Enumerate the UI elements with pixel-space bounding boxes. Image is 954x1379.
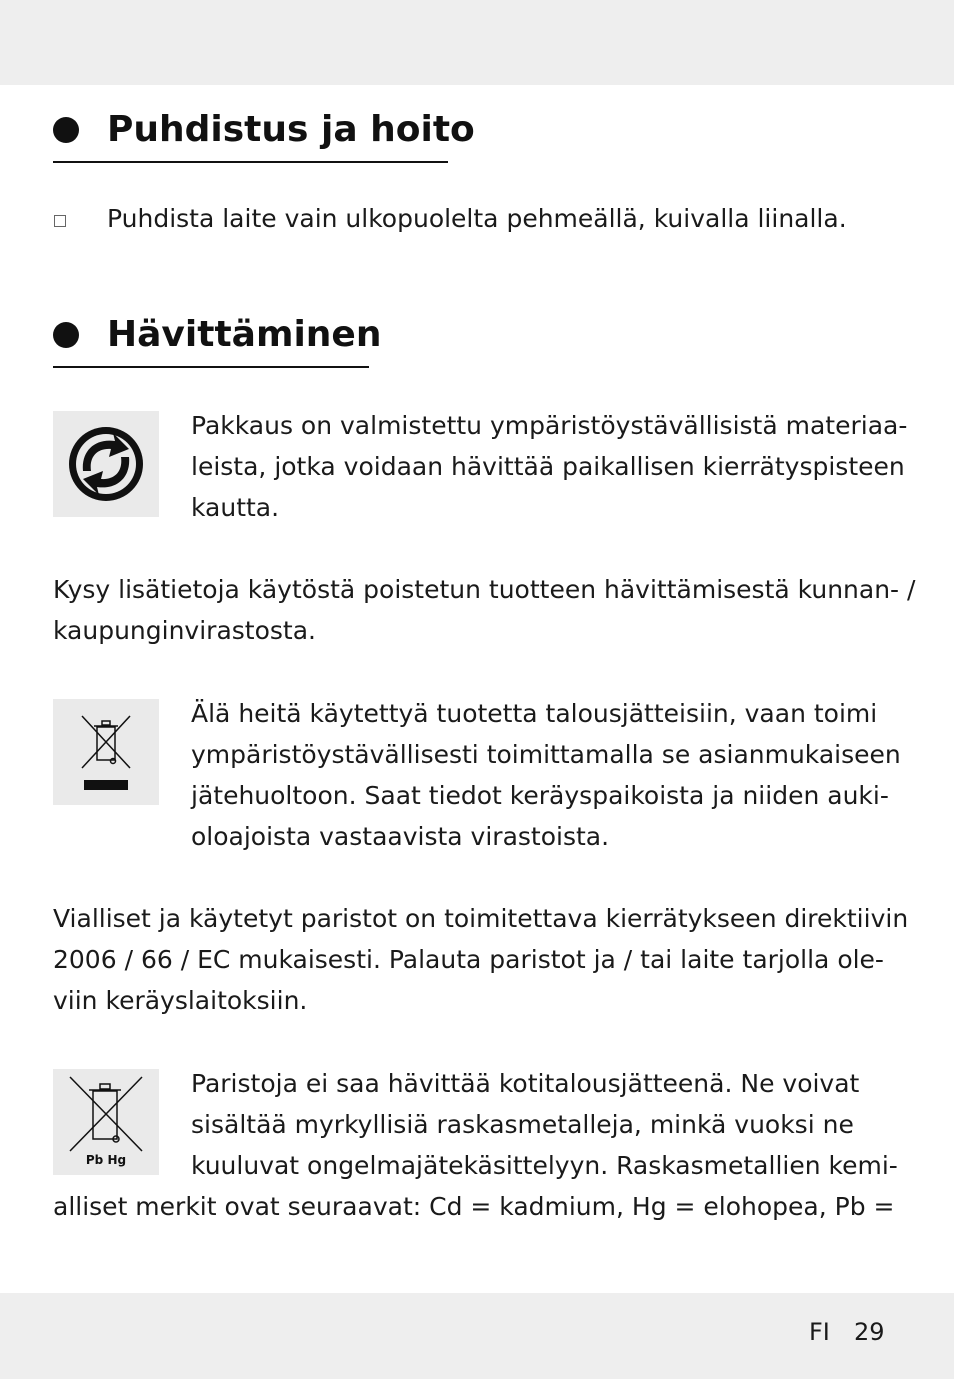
heading-bullet-icon bbox=[53, 322, 79, 348]
crossed-out-bin-icon bbox=[53, 699, 159, 805]
heading-title: Puhdistus ja hoito bbox=[107, 109, 475, 150]
footer-language: FI bbox=[809, 1318, 830, 1346]
toxic-paragraph-lines: Paristoja ei saa hävittää kotitalousjätteenä. Ne voivat sisältää myrkyllisiä raskasmetalleja, minkä vuoksi ne kuuluvat ongelmajätekäsittelyyn. Raskasmetallien kemi- bbox=[191, 1069, 898, 1180]
section-heading-cleaning bbox=[53, 107, 475, 163]
weee-paragraph: Älä heitä käytettyä tuotetta talousjätteisiin, vaan toimi ympäristöystävällisesti toimittamalla se asianmukaiseen jätehuoltoon. Saat tiedot keräyspaikoista ja niiden auki- oloajoista vastaavista virastoista. bbox=[191, 699, 901, 851]
section-heading-disposal bbox=[53, 312, 382, 368]
battery-paragraph: Vialliset ja käytetyt paristot on toimitettava kierrätykseen direktiivin 2006 / 66 / EC mukaisesti. Palauta paristot ja / tai laite tarjolla ole- viin keräyslaitoksiin. bbox=[53, 904, 909, 1015]
green-dot-recycling-icon bbox=[53, 411, 159, 517]
checkbox-bullet-icon bbox=[54, 215, 66, 227]
cleaning-instruction: Puhdista laite vain ulkopuolelta pehmeällä, kuivalla liinalla. bbox=[107, 204, 847, 233]
battery-icon-label: Pb Hg bbox=[85, 1153, 127, 1167]
info-paragraph: Kysy lisätietoja käytöstä poistetun tuotteen hävittämisestä kunnan- / kaupunginvirastosta. bbox=[53, 575, 916, 645]
crossed-out-battery-bin-icon bbox=[53, 1069, 159, 1175]
toxic-paragraph-last-line: alliset merkit ovat seuraavat: Cd = kadmium, Hg = elohopea, Pb = bbox=[53, 1192, 895, 1221]
heading-bullet-icon bbox=[53, 117, 79, 143]
packaging-paragraph: Pakkaus on valmistettu ympäristöystävällisistä materiaa- leista, jotka voidaan hävittää paikallisen kierrätyspisteen kautta. bbox=[191, 411, 908, 522]
heading-title: Hävittäminen bbox=[107, 314, 382, 355]
page-number: 29 bbox=[854, 1318, 885, 1346]
top-bar bbox=[0, 0, 954, 85]
